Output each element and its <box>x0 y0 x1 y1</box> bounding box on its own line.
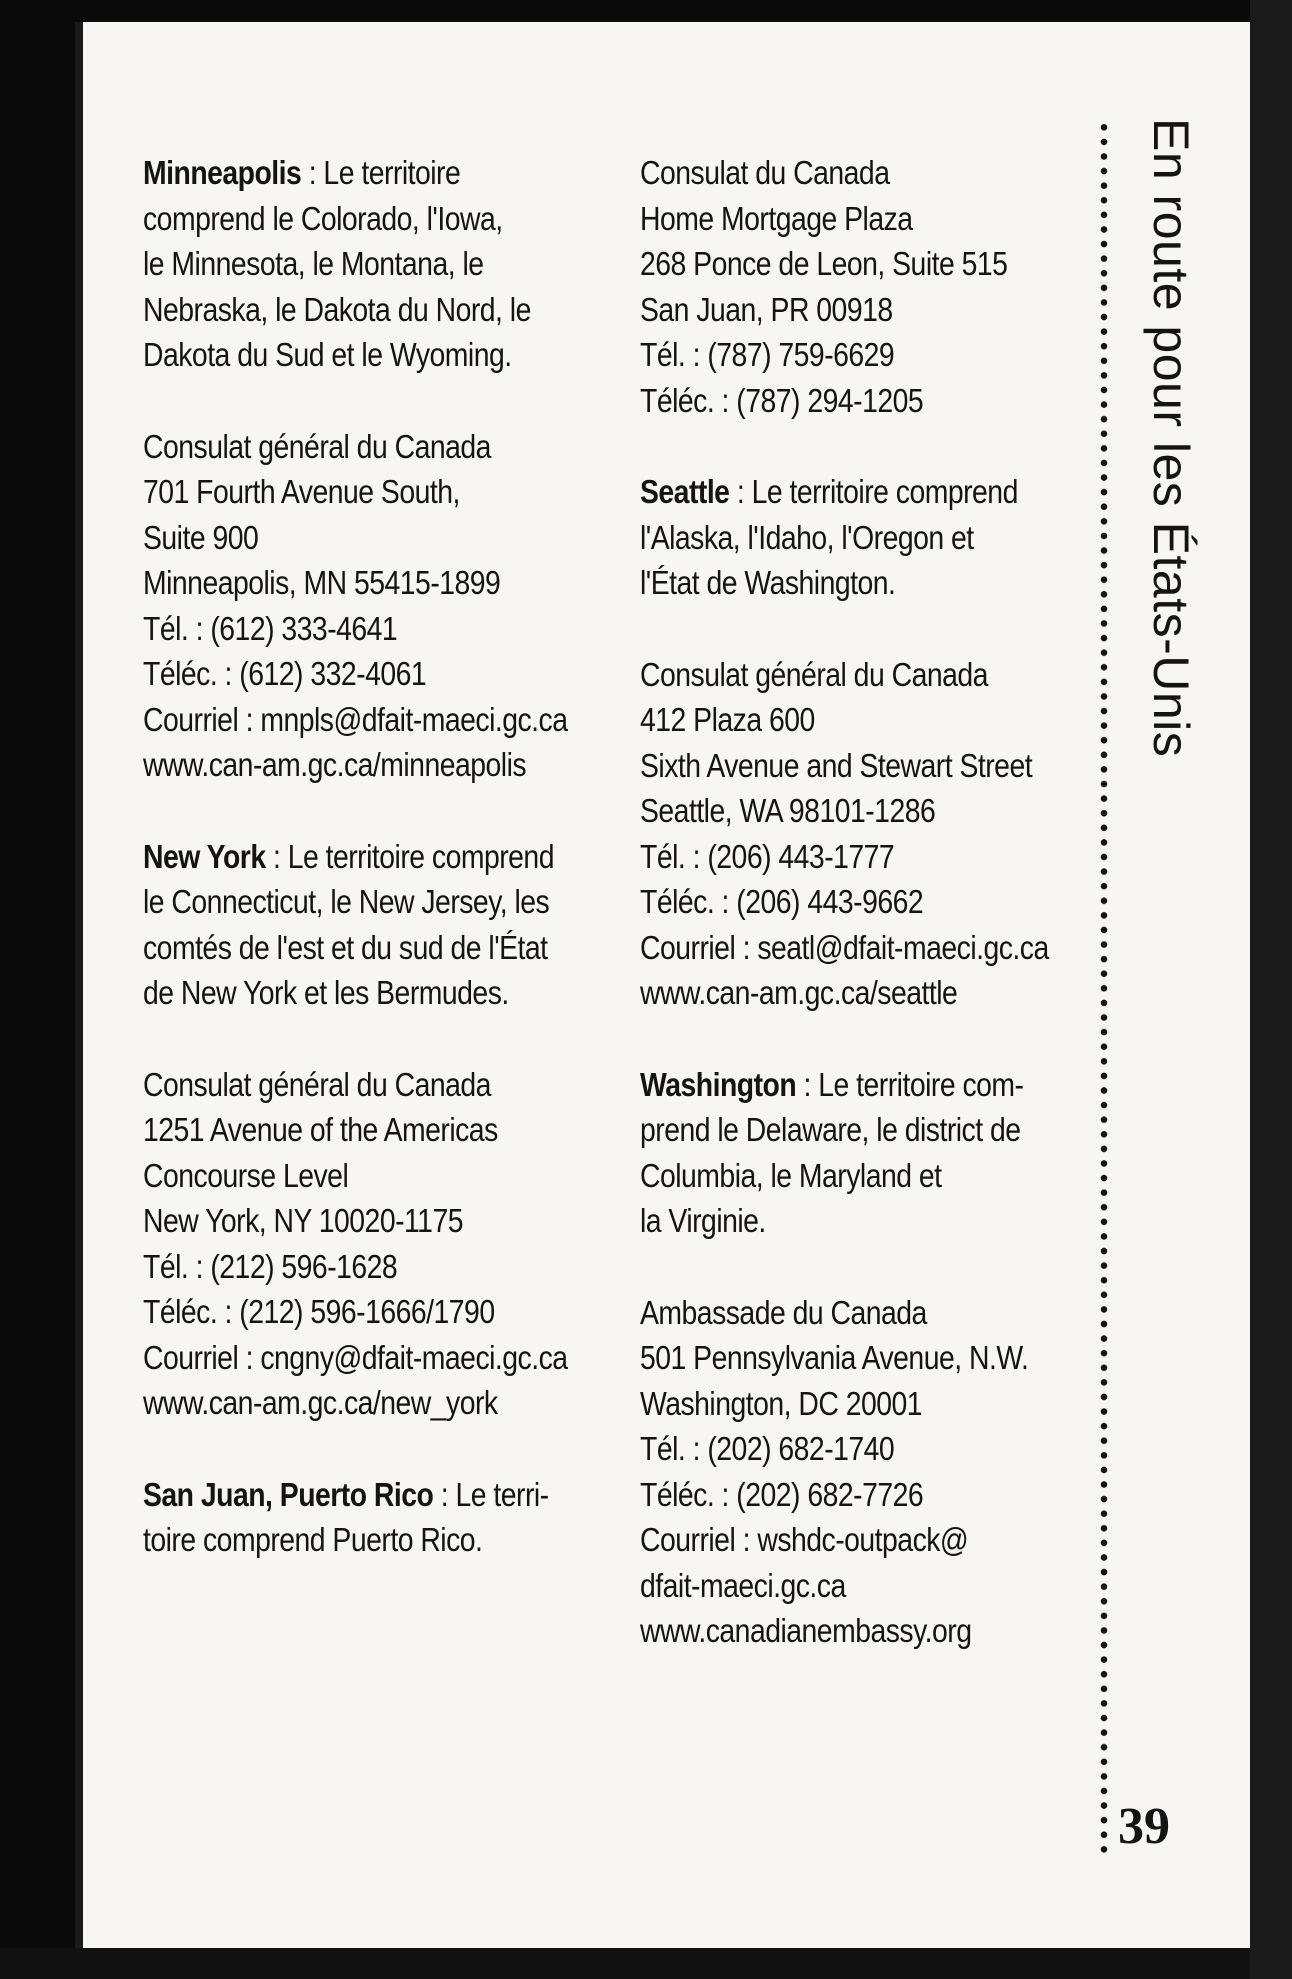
suite: Suite 900 <box>143 518 259 556</box>
office-name: Ambassade du Canada <box>640 1293 927 1331</box>
street: 268 Ponce de Leon, Suite 515 <box>640 245 1008 282</box>
text-line: le Connecticut, le New Jersey, les <box>143 883 550 920</box>
website: www.can-am.gc.ca/seattle <box>640 974 958 1011</box>
phone: Tél. : (612) 333-4641 <box>143 609 398 647</box>
fax: Téléc. : (212) 596-1666/1790 <box>143 1293 495 1330</box>
text-line: le Minnesota, le Montana, le <box>143 245 484 282</box>
office-name: Consulat général du Canada <box>143 427 491 465</box>
text-line: de New York et les Bermudes. <box>143 974 509 1011</box>
website: www.canadianembassy.org <box>640 1612 972 1649</box>
building: Home Mortgage Plaza <box>640 199 913 237</box>
text-line: l'Alaska, l'Idaho, l'Oregon et <box>640 518 974 556</box>
address-seattle <box>640 652 1079 1016</box>
city-name: Washington <box>640 1065 797 1103</box>
fax: Téléc. : (202) 682-7726 <box>640 1475 924 1513</box>
website: www.can-am.gc.ca/new_york <box>143 1384 498 1421</box>
region-new-york: New York : Le territoire comprend le Connecticut, le New Jersey, les comtés de l'est et du sud de l'État de New York et les Bermudes. <box>143 834 573 1016</box>
region-san-juan: San Juan, Puerto Rico : Le terri- toire comprend Puerto Rico. <box>143 1472 573 1563</box>
phone: Tél. : (202) 682-1740 <box>640 1430 895 1467</box>
city-name: New York <box>143 837 266 875</box>
street: Sixth Avenue and Stewart Street <box>640 746 1033 784</box>
phone: Tél. : (212) 596-1628 <box>143 1247 398 1285</box>
page-left-edge <box>75 22 83 1970</box>
fax: Téléc. : (612) 332-4061 <box>143 655 427 692</box>
page-bottom-edge <box>0 1948 1292 1979</box>
office-name: Consulat général du Canada <box>640 655 988 693</box>
office-name: Consulat du Canada <box>640 154 890 191</box>
street: 701 Fourth Avenue South, <box>143 473 460 510</box>
address-new-york <box>143 1062 573 1426</box>
office-name: Consulat général du Canada <box>143 1065 491 1103</box>
email: Courriel : mnpls@dfait-maeci.gc.ca <box>143 700 568 738</box>
street: 1251 Avenue of the Americas <box>143 1111 498 1148</box>
city-zip: New York, NY 10020-1175 <box>143 1202 464 1239</box>
city-zip: Washington, DC 20001 <box>640 1384 923 1422</box>
building: 412 Plaza 600 <box>640 701 815 738</box>
city-name: Seattle <box>640 473 730 510</box>
address-washington <box>640 1290 1079 1654</box>
street: 501 Pennsylvania Avenue, N.W. <box>640 1339 1029 1376</box>
email-continued: dfait-maeci.gc.ca <box>640 1566 846 1604</box>
region-minneapolis: Minneapolis : Le territoire comprend le Colorado, l'Iowa, le Minnesota, le Montana, le Nebraska, le Dakota du Nord, le Dakota du Sud et le Wyoming. <box>143 150 573 378</box>
text-line: Nebraska, le Dakota du Nord, le <box>143 290 531 328</box>
fax: Téléc. : (206) 443-9662 <box>640 883 924 920</box>
fax: Téléc. : (787) 294-1205 <box>640 381 924 419</box>
text-line: la Virginie. <box>640 1202 766 1239</box>
phone: Tél. : (206) 443-1777 <box>640 837 895 875</box>
city-zip: Seattle, WA 98101-1286 <box>640 792 936 829</box>
phone: Tél. : (787) 759-6629 <box>640 336 895 373</box>
suite: Concourse Level <box>143 1156 349 1194</box>
text-line: comtés de l'est et du sud de l'État <box>143 928 548 966</box>
right-column <box>640 150 1079 1700</box>
address-san-juan <box>640 150 1079 423</box>
page-number: 39 <box>1118 1798 1170 1855</box>
page-right-edge <box>1250 0 1292 1979</box>
email: Courriel : wshdc-outpack@ <box>640 1521 969 1558</box>
city-name: Minneapolis <box>143 154 302 191</box>
section-title-vertical: En route pour les États-Unis <box>1143 118 1199 758</box>
text-line: comprend le Colorado, l'Iowa, <box>143 199 503 237</box>
website: www.can-am.gc.ca/minneapolis <box>143 746 527 783</box>
left-column <box>143 150 573 1609</box>
text-line: toire comprend Puerto Rico. <box>143 1521 483 1558</box>
city-zip: San Juan, PR 00918 <box>640 290 893 328</box>
city-name: San Juan, Puerto Rico <box>143 1475 434 1513</box>
text-line: Dakota du Sud et le Wyoming. <box>143 336 512 373</box>
email: Courriel : cngny@dfait-maeci.gc.ca <box>143 1338 568 1376</box>
text-line: prend le Delaware, le district de <box>640 1111 1021 1148</box>
city-zip: Minneapolis, MN 55415-1899 <box>143 564 501 601</box>
email: Courriel : seatl@dfait-maeci.gc.ca <box>640 928 1049 966</box>
text-line: Columbia, le Maryland et <box>640 1156 942 1194</box>
dotted-rule <box>1099 120 1109 1855</box>
region-washington: Washington : Le territoire com- prend le Delaware, le district de Columbia, le Maryland et la Virginie. <box>640 1062 1079 1244</box>
region-seattle: Seattle : Le territoire comprend l'Alaska, l'Idaho, l'Oregon et l'État de Washington. <box>640 469 1079 606</box>
address-minneapolis <box>143 424 573 788</box>
text-line: l'État de Washington. <box>640 564 896 601</box>
